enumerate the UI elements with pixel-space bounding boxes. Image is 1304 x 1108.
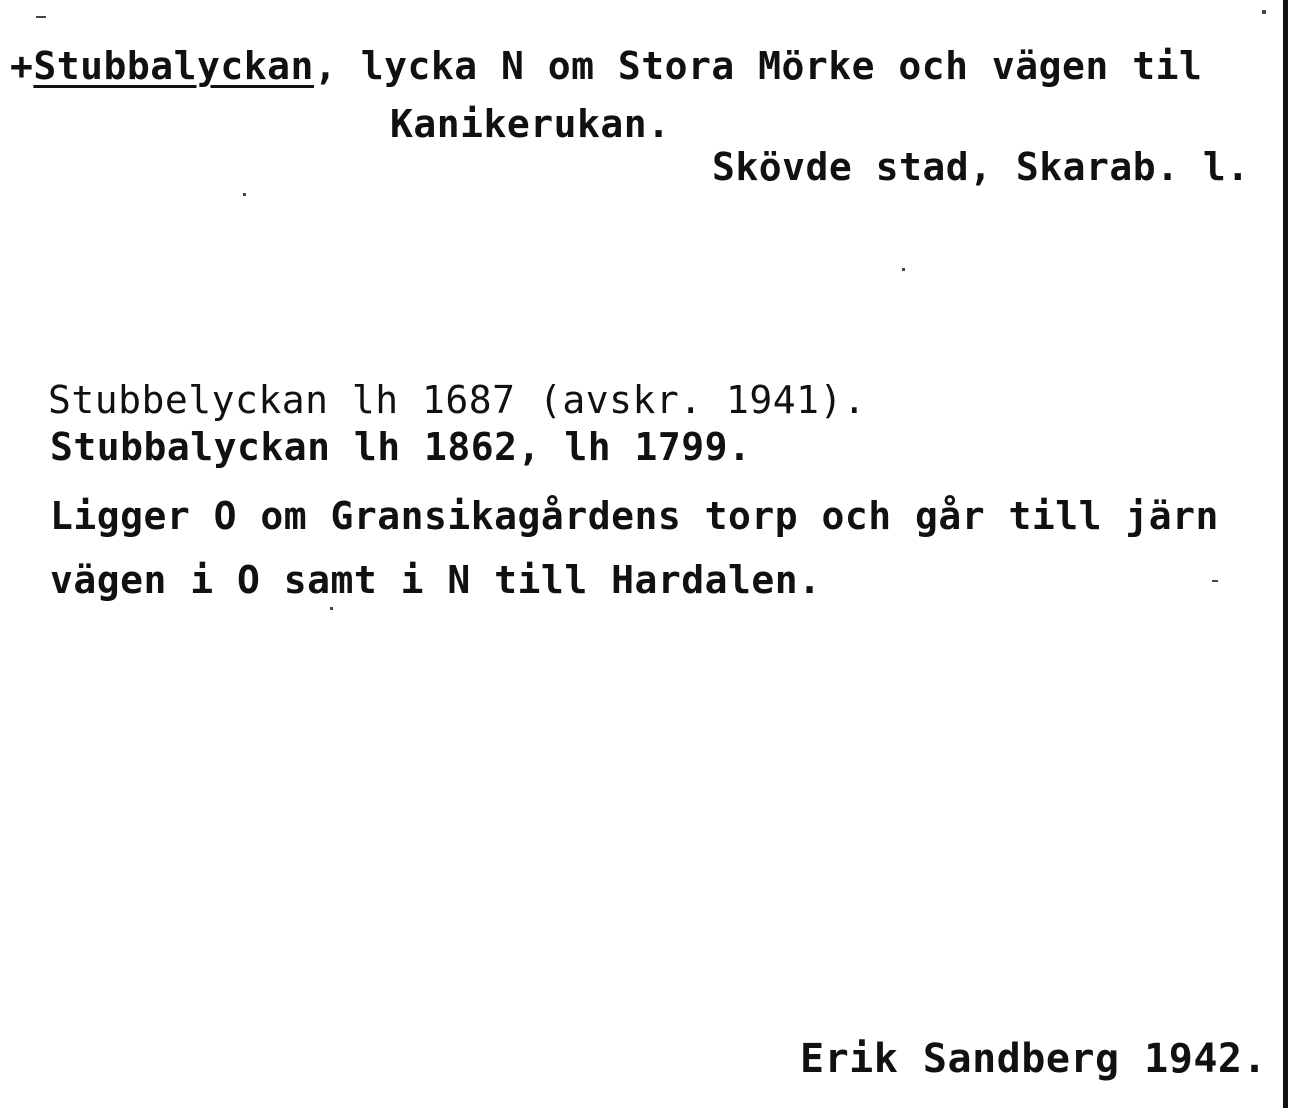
headword-row	[10, 44, 1202, 88]
location: Skövde stad, Skarab. l.	[712, 145, 1250, 189]
scan-speck	[243, 193, 246, 196]
description-line-1: Ligger O om Gransikagårdens torp och går till järn	[50, 494, 1219, 538]
headword: Stubbalyckan	[33, 44, 314, 88]
definition-line-1: lycka N om Stora Mörke och vägen til	[360, 44, 1203, 88]
headword-prefix: +	[10, 44, 34, 88]
historical-form-1: Stubbelyckan lh 1687 (avskr. 1941).	[48, 378, 867, 422]
definition-line-2: Kanikerukan.	[390, 102, 671, 146]
card-edge	[1283, 0, 1288, 1108]
historical-form-2: Stubbalyckan lh 1862, lh 1799.	[50, 425, 752, 469]
scan-speck	[330, 607, 333, 610]
scan-speck	[1262, 10, 1266, 14]
headword-separator: ,	[313, 44, 338, 88]
scan-speck	[36, 16, 46, 18]
scan-speck	[1212, 580, 1218, 582]
scan-speck	[902, 268, 905, 271]
description-line-2: vägen i O samt i N till Hardalen.	[50, 558, 822, 602]
author-signature: Erik Sandberg 1942.	[800, 1036, 1268, 1082]
